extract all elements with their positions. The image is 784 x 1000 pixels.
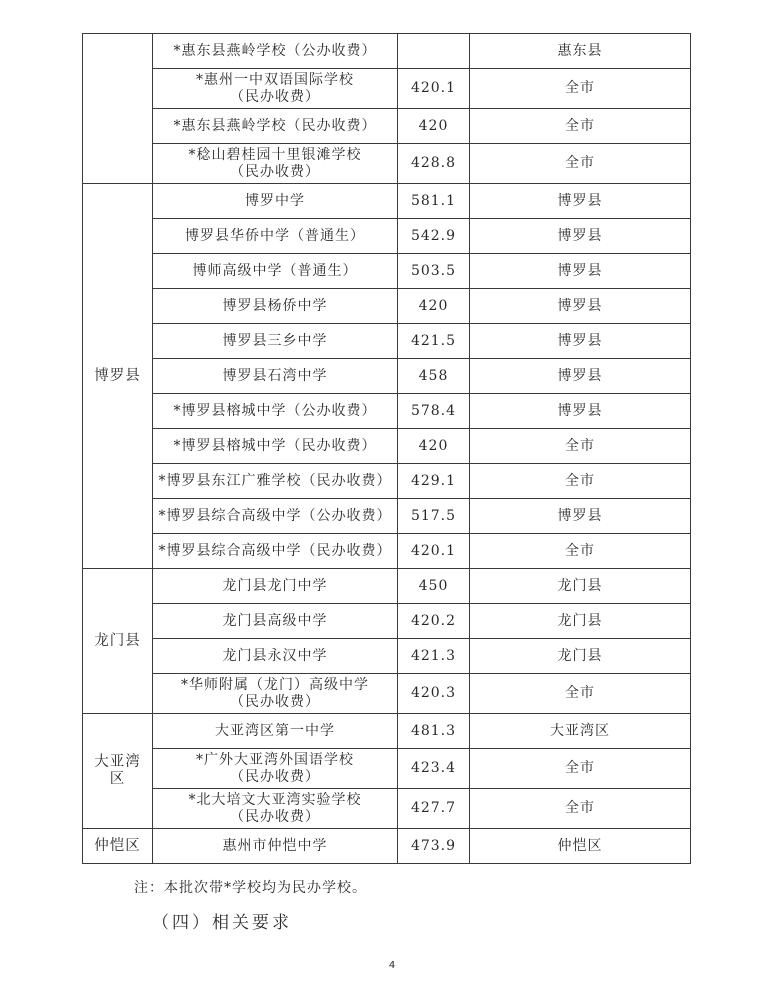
score-cell: 517.5	[398, 499, 470, 534]
table-row	[83, 464, 691, 499]
score-cell: 428.8	[398, 144, 470, 184]
school-name-cell: 龙门县高级中学	[153, 604, 398, 639]
enrollment-scope-cell: 博罗县	[470, 359, 691, 394]
enrollment-scope-cell: 博罗县	[470, 184, 691, 219]
score-cell: 420	[398, 109, 470, 144]
enrollment-scope-cell: 博罗县	[470, 324, 691, 359]
school-name-cell: *华师附属（龙门）高级中学 （民办收费）	[153, 674, 398, 714]
enrollment-scope-cell: 大亚湾区	[470, 714, 691, 749]
score-cell: 542.9	[398, 219, 470, 254]
school-name-cell: *博罗县东江广雅学校（民办收费）	[153, 464, 398, 499]
table-row	[83, 639, 691, 674]
school-name-cell: 龙门县龙门中学	[153, 569, 398, 604]
region-cell	[83, 34, 153, 184]
table-row	[83, 429, 691, 464]
region-cell: 大亚湾 区	[83, 714, 153, 829]
school-name-cell: 博罗县三乡中学	[153, 324, 398, 359]
score-cell: 427.7	[398, 789, 470, 829]
enrollment-scope-cell: 全市	[470, 674, 691, 714]
school-name-cell: *惠东县燕岭学校（民办收费）	[153, 109, 398, 144]
table-row	[83, 254, 691, 289]
enrollment-scope-cell: 全市	[470, 69, 691, 109]
enrollment-scope-cell: 博罗县	[470, 499, 691, 534]
score-cell: 420.3	[398, 674, 470, 714]
page-number: 4	[388, 960, 396, 971]
score-cell: 581.1	[398, 184, 470, 219]
table-row	[83, 569, 691, 604]
table-row	[83, 219, 691, 254]
score-cell: 423.4	[398, 749, 470, 789]
enrollment-scope-cell: 龙门县	[470, 639, 691, 674]
enrollment-scope-cell: 博罗县	[470, 289, 691, 324]
score-cell: 473.9	[398, 829, 470, 864]
table-row	[83, 714, 691, 749]
table-row	[83, 604, 691, 639]
score-cell: 458	[398, 359, 470, 394]
score-cell: 420	[398, 429, 470, 464]
score-cell: 429.1	[398, 464, 470, 499]
table-row	[83, 829, 691, 864]
table-row	[83, 109, 691, 144]
section-heading: （四）相关要求	[152, 913, 292, 933]
school-name-cell: 博师高级中学（普通生）	[153, 254, 398, 289]
school-name-cell: *博罗县榕城中学（公办收费）	[153, 394, 398, 429]
table-row	[83, 69, 691, 109]
score-cell: 420.2	[398, 604, 470, 639]
school-name-cell: *北大培文大亚湾实验学校 （民办收费）	[153, 789, 398, 829]
table-row	[83, 534, 691, 569]
score-cell: 421.5	[398, 324, 470, 359]
enrollment-scope-cell: 龙门县	[470, 569, 691, 604]
enrollment-scope-cell: 全市	[470, 429, 691, 464]
table-body	[83, 34, 691, 864]
score-cell: 420.1	[398, 534, 470, 569]
table-row	[83, 674, 691, 714]
school-name-cell: *广外大亚湾外国语学校 （民办收费）	[153, 749, 398, 789]
score-cell: 420	[398, 289, 470, 324]
admission-score-table	[82, 33, 691, 864]
table-row	[83, 184, 691, 219]
table-row	[83, 359, 691, 394]
school-name-cell: 大亚湾区第一中学	[153, 714, 398, 749]
score-cell	[398, 34, 470, 69]
enrollment-scope-cell: 全市	[470, 789, 691, 829]
score-cell: 420.1	[398, 69, 470, 109]
score-cell: 481.3	[398, 714, 470, 749]
table-row	[83, 499, 691, 534]
enrollment-scope-cell: 全市	[470, 464, 691, 499]
table-row	[83, 324, 691, 359]
table-row	[83, 749, 691, 789]
enrollment-scope-cell: 全市	[470, 109, 691, 144]
school-name-cell: *博罗县综合高级中学（公办收费）	[153, 499, 398, 534]
region-cell: 博罗县	[83, 184, 153, 569]
score-cell: 578.4	[398, 394, 470, 429]
enrollment-scope-cell: 仲恺区	[470, 829, 691, 864]
school-name-cell: *博罗县榕城中学（民办收费）	[153, 429, 398, 464]
school-name-cell: *稔山碧桂园十里银滩学校 （民办收费）	[153, 144, 398, 184]
school-name-cell: 博罗中学	[153, 184, 398, 219]
school-name-cell: 惠州市仲恺中学	[153, 829, 398, 864]
table-footnote: 注：本批次带*学校均为民办学校。	[134, 880, 367, 896]
score-cell: 450	[398, 569, 470, 604]
enrollment-scope-cell: 全市	[470, 534, 691, 569]
enrollment-scope-cell: 全市	[470, 144, 691, 184]
table-row	[83, 34, 691, 69]
enrollment-scope-cell: 龙门县	[470, 604, 691, 639]
school-name-cell: 博罗县石湾中学	[153, 359, 398, 394]
school-name-cell: 龙门县永汉中学	[153, 639, 398, 674]
enrollment-scope-cell: 博罗县	[470, 394, 691, 429]
enrollment-scope-cell: 全市	[470, 749, 691, 789]
score-cell: 503.5	[398, 254, 470, 289]
school-name-cell: *博罗县综合高级中学（民办收费）	[153, 534, 398, 569]
table-row	[83, 394, 691, 429]
table-row	[83, 289, 691, 324]
school-name-cell: 博罗县杨侨中学	[153, 289, 398, 324]
region-cell: 龙门县	[83, 569, 153, 714]
table-row	[83, 789, 691, 829]
school-name-cell: *惠州一中双语国际学校 （民办收费）	[153, 69, 398, 109]
enrollment-scope-cell: 惠东县	[470, 34, 691, 69]
school-name-cell: 博罗县华侨中学（普通生）	[153, 219, 398, 254]
school-name-cell: *惠东县燕岭学校（公办收费）	[153, 34, 398, 69]
enrollment-scope-cell: 博罗县	[470, 219, 691, 254]
region-cell: 仲恺区	[83, 829, 153, 864]
table-row	[83, 144, 691, 184]
enrollment-scope-cell: 博罗县	[470, 254, 691, 289]
score-cell: 421.3	[398, 639, 470, 674]
